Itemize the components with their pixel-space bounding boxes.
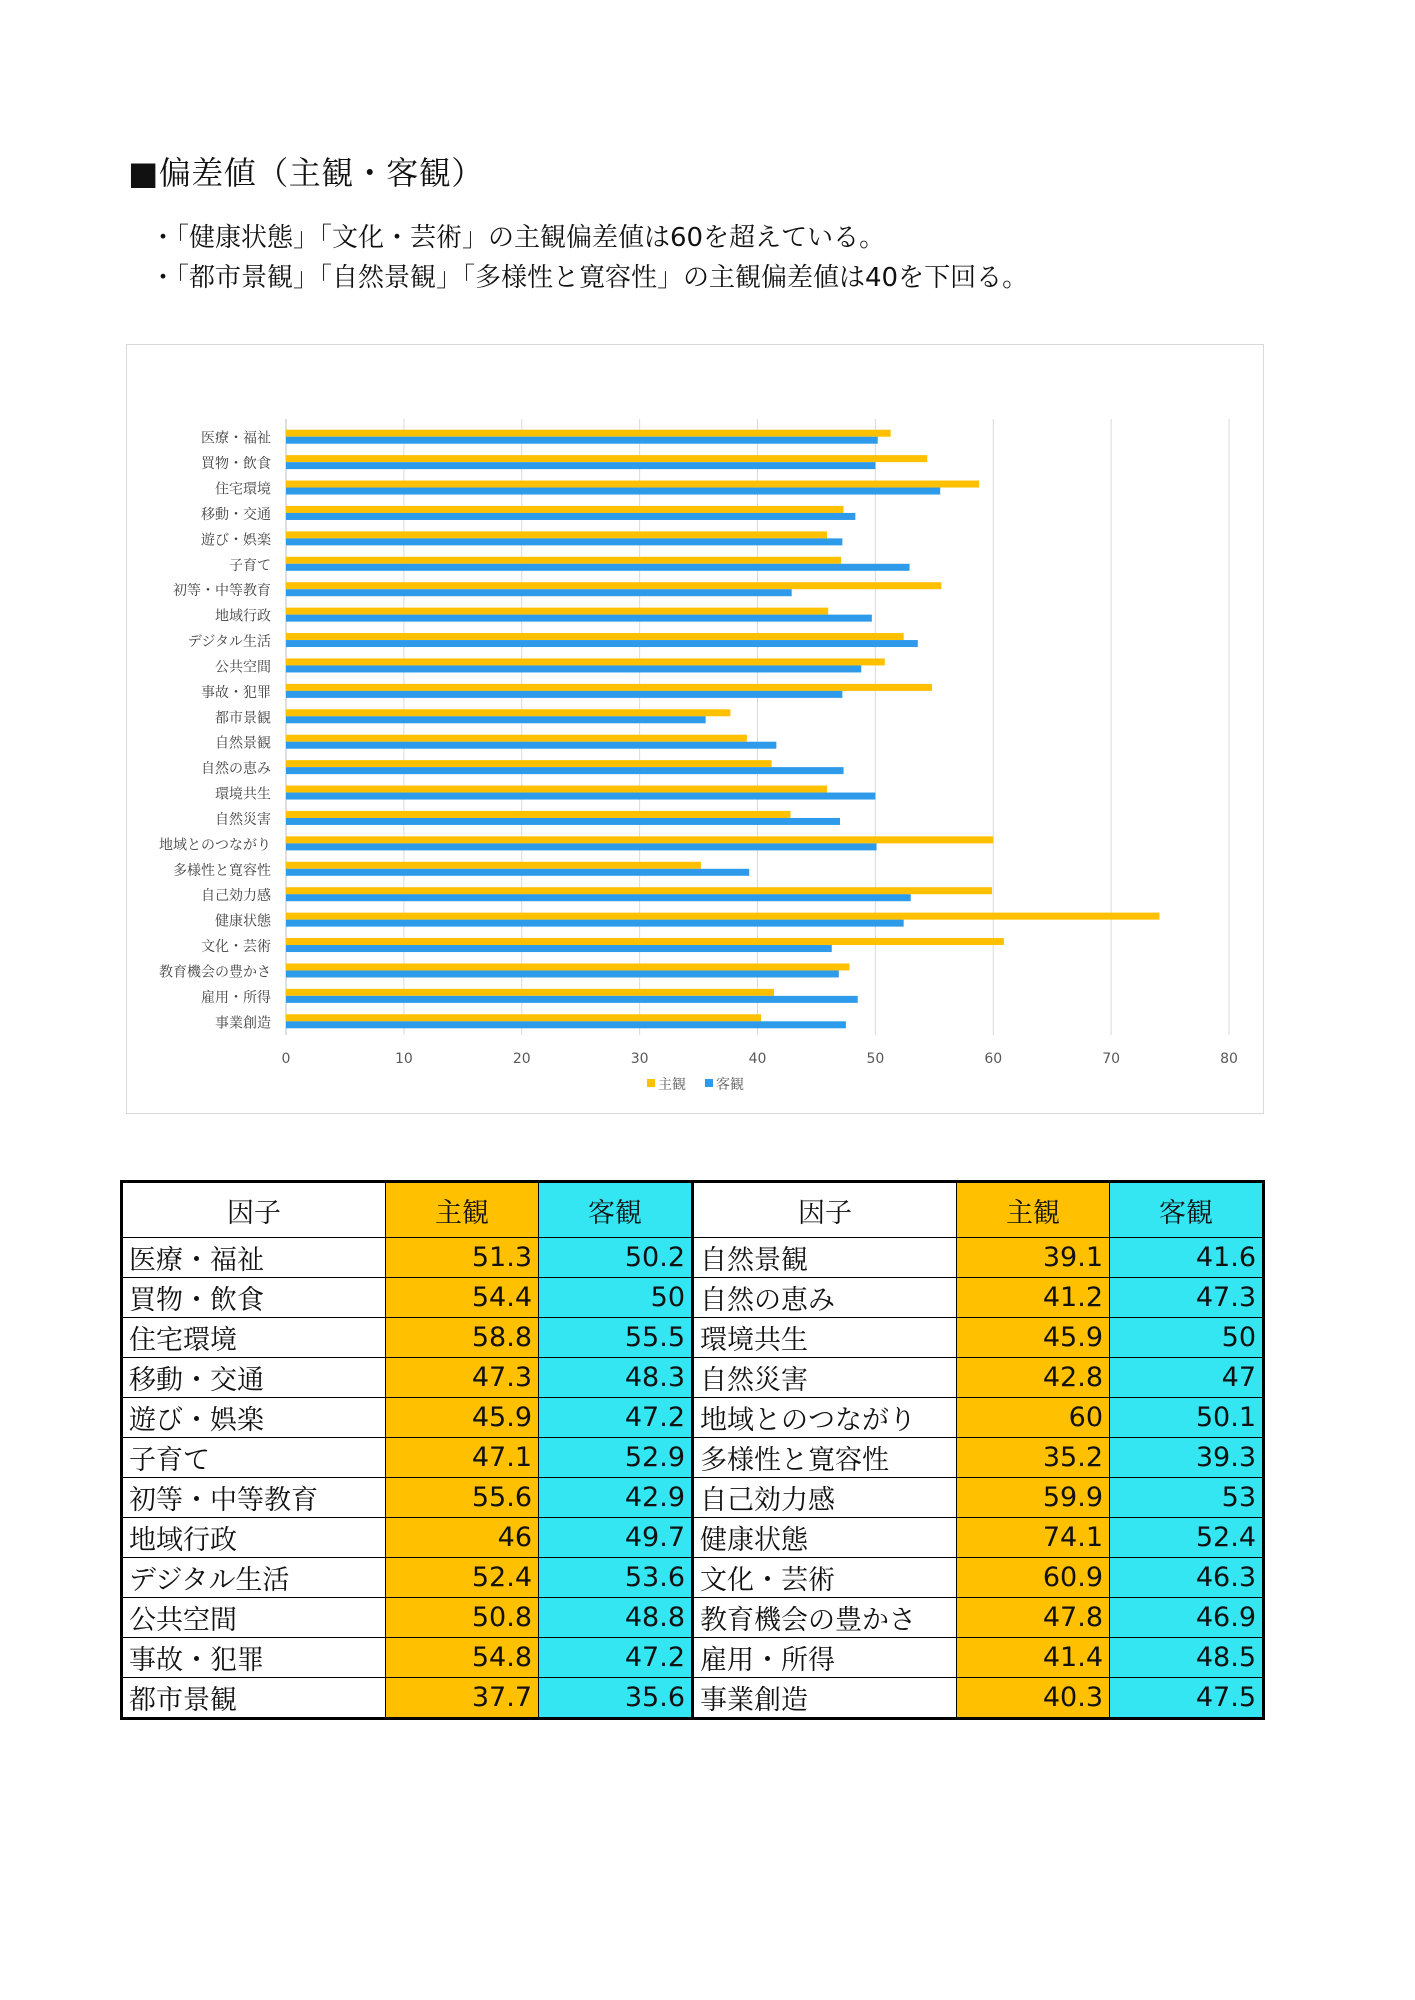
bar-subjective [286,709,730,716]
x-tick-label: 60 [984,1051,1003,1067]
bar-objective [286,996,858,1003]
cell-factor-right: 自然の恵み [693,1278,957,1318]
header-subjective-right: 主観 [957,1182,1110,1238]
bar-subjective [286,684,932,691]
cell-subjective-right: 41.4 [957,1638,1110,1678]
cell-factor-right: 自然景観 [693,1238,957,1278]
cell-objective-right: 48.5 [1110,1638,1264,1678]
cell-objective-left: 53.6 [539,1558,693,1598]
x-tick-label: 80 [1220,1051,1238,1067]
cell-subjective-left: 50.8 [386,1598,539,1638]
cell-factor-right: 文化・芸術 [693,1558,957,1598]
table-row [122,1518,1264,1558]
bar-subjective [286,913,1159,920]
cell-subjective-left: 51.3 [386,1238,539,1278]
cell-factor-right: 教育機会の豊かさ [693,1598,957,1638]
table-row [122,1238,1264,1278]
bar-objective [286,818,840,825]
bar-subjective [286,760,772,767]
bar-objective [286,462,875,469]
cell-subjective-right: 41.2 [957,1278,1110,1318]
category-label: 住宅環境 [215,481,271,498]
table-row [122,1598,1264,1638]
bar-subjective [286,531,827,538]
x-tick-label: 20 [512,1051,531,1067]
cell-subjective-right: 60 [957,1398,1110,1438]
cell-objective-right: 47.3 [1110,1278,1264,1318]
cell-factor-right: 自己効力感 [693,1478,957,1518]
cell-objective-right: 52.4 [1110,1518,1264,1558]
cell-subjective-left: 47.3 [386,1358,539,1398]
category-label: 健康状態 [215,913,271,930]
cell-subjective-right: 74.1 [957,1518,1110,1558]
cell-subjective-right: 59.9 [957,1478,1110,1518]
cell-subjective-right: 45.9 [957,1318,1110,1358]
bar-subjective [286,481,979,488]
bar-subjective [286,862,701,869]
bar-objective [286,970,839,977]
header-factor-right: 因子 [693,1182,957,1238]
bar-objective [286,615,872,622]
bar-subjective [286,938,1004,945]
cell-factor-left: 医療・福祉 [122,1238,386,1278]
cell-factor-right: 健康状態 [693,1518,957,1558]
category-label: 事業創造 [215,1015,271,1032]
category-label: 公共空間 [215,659,271,676]
bar-objective [286,843,877,850]
category-label: 移動・交通 [201,506,271,523]
cell-objective-left: 48.8 [539,1598,693,1638]
table-row [122,1638,1264,1678]
cell-objective-right: 50.1 [1110,1398,1264,1438]
table-row [122,1318,1264,1358]
bar-objective [286,716,706,723]
category-label: 地域行政 [215,608,271,625]
cell-factor-right: 多様性と寛容性 [693,1438,957,1478]
table-row [122,1358,1264,1398]
category-label: 自然災害 [215,811,271,828]
bar-subjective [286,506,844,513]
summary-bullets [150,218,1028,298]
cell-subjective-right: 40.3 [957,1678,1110,1719]
category-label: 環境共生 [215,786,271,803]
category-label: 子育て [229,557,271,574]
bar-objective [286,691,842,698]
header-objective-left: 客観 [539,1182,693,1238]
category-label: 遊び・娯楽 [201,532,271,549]
category-label: 買物・飲食 [201,456,271,473]
cell-objective-left: 47.2 [539,1638,693,1678]
cell-subjective-left: 55.6 [386,1478,539,1518]
bullet-2: ・「都市景観」「自然景観」「多様性と寛容性」の主観偏差値は40を下回る。 [150,263,1029,293]
table-row [122,1278,1264,1318]
cell-factor-left: 住宅環境 [122,1318,386,1358]
cell-factor-right: 事業創造 [693,1678,957,1719]
table-row [122,1678,1264,1719]
category-label: 都市景観 [215,710,271,727]
cell-objective-left: 47.2 [539,1398,693,1438]
cell-objective-left: 42.9 [539,1478,693,1518]
bar-objective [286,920,904,927]
bar-subjective [286,430,891,437]
cell-objective-left: 50 [539,1278,693,1318]
cell-subjective-right: 60.9 [957,1558,1110,1598]
cell-objective-left: 55.5 [539,1318,693,1358]
bar-subjective [286,633,904,640]
cell-factor-left: 都市景観 [122,1678,386,1719]
category-label: 自然景観 [215,735,271,752]
page-heading: ■偏差値（主観・客観） [128,154,484,192]
cell-factor-left: 遊び・娯楽 [122,1398,386,1438]
cell-objective-right: 39.3 [1110,1438,1264,1478]
bar-subjective [286,557,841,564]
bar-objective [286,1021,846,1028]
table-row [122,1478,1264,1518]
legend-swatch-subjective [647,1079,655,1087]
bar-subjective [286,1014,761,1021]
category-label: 教育機会の豊かさ [159,964,271,981]
header-subjective-left: 主観 [386,1182,539,1238]
cell-objective-right: 53 [1110,1478,1264,1518]
cell-subjective-right: 35.2 [957,1438,1110,1478]
category-label: 雇用・所得 [201,989,271,1006]
cell-factor-left: 事故・犯罪 [122,1638,386,1678]
category-label: 多様性と寛容性 [173,862,271,879]
bar-objective [286,894,911,901]
category-label: 医療・福祉 [201,430,271,447]
x-tick-label: 10 [394,1051,413,1067]
bullet-1: ・「健康状態」「文化・芸術」の主観偏差値は60を超えている。 [150,223,886,253]
chart-frame [126,344,1264,1114]
cell-objective-right: 47 [1110,1358,1264,1398]
cell-objective-left: 48.3 [539,1358,693,1398]
cell-subjective-right: 47.8 [957,1598,1110,1638]
bar-objective [286,538,842,545]
category-label: 自然の恵み [201,761,271,778]
cell-subjective-left: 37.7 [386,1678,539,1719]
table-row [122,1438,1264,1478]
bar-subjective [286,608,828,615]
x-tick-label: 70 [1102,1051,1121,1067]
bar-objective [286,767,844,774]
cell-subjective-right: 39.1 [957,1238,1110,1278]
bar-subjective [286,582,941,589]
header-factor-left: 因子 [122,1182,386,1238]
legend-swatch-objective [705,1079,713,1087]
cell-subjective-left: 54.8 [386,1638,539,1678]
bar-objective [286,513,855,520]
cell-factor-left: 買物・飲食 [122,1278,386,1318]
bar-objective [286,564,910,571]
bar-objective [286,437,878,444]
data-table [120,1180,1265,1720]
bar-subjective [286,658,885,665]
cell-factor-right: 自然災害 [693,1358,957,1398]
category-label: 地域とのつながり [159,837,271,854]
bar-subjective [286,836,993,843]
bar-objective [286,869,749,876]
legend-label-subjective: 主観 [658,1077,686,1093]
x-tick-label: 0 [281,1051,291,1067]
x-tick-label: 50 [866,1051,885,1067]
cell-objective-right: 50 [1110,1318,1264,1358]
cell-objective-right: 46.9 [1110,1598,1264,1638]
table-row [122,1398,1264,1438]
x-tick-label: 40 [748,1051,767,1067]
cell-subjective-left: 46 [386,1518,539,1558]
category-label: 自己効力感 [201,888,271,905]
bar-subjective [286,963,849,970]
header-objective-right: 客観 [1110,1182,1264,1238]
bar-subjective [286,811,791,818]
cell-subjective-left: 58.8 [386,1318,539,1358]
category-label: デジタル生活 [187,634,271,651]
bar-objective [286,742,776,749]
category-label: 文化・芸術 [201,939,271,956]
cell-subjective-left: 52.4 [386,1558,539,1598]
table-header-row [122,1182,1264,1238]
bar-objective [286,589,792,596]
bar-objective [286,640,918,647]
cell-objective-right: 46.3 [1110,1558,1264,1598]
cell-factor-left: デジタル生活 [122,1558,386,1598]
bar-objective [286,488,940,495]
bar-objective [286,945,832,952]
cell-factor-left: 初等・中等教育 [122,1478,386,1518]
cell-subjective-left: 47.1 [386,1438,539,1478]
cell-factor-left: 子育て [122,1438,386,1478]
cell-factor-left: 公共空間 [122,1598,386,1638]
bar-subjective [286,455,927,462]
bar-subjective [286,735,747,742]
table-row [122,1558,1264,1598]
bar-objective [286,793,875,800]
cell-objective-right: 41.6 [1110,1238,1264,1278]
cell-factor-left: 移動・交通 [122,1358,386,1398]
category-label: 事故・犯罪 [201,684,271,701]
bar-subjective [286,887,992,894]
cell-factor-right: 地域とのつながり [693,1398,957,1438]
cell-objective-left: 49.7 [539,1518,693,1558]
cell-objective-left: 50.2 [539,1238,693,1278]
cell-subjective-right: 42.8 [957,1358,1110,1398]
cell-subjective-left: 45.9 [386,1398,539,1438]
cell-factor-right: 雇用・所得 [693,1638,957,1678]
cell-objective-left: 52.9 [539,1438,693,1478]
cell-factor-left: 地域行政 [122,1518,386,1558]
bar-objective [286,665,861,672]
bar-subjective [286,989,774,996]
legend-label-objective: 客観 [716,1077,744,1093]
cell-factor-right: 環境共生 [693,1318,957,1358]
bar-subjective [286,786,827,793]
x-tick-label: 30 [630,1051,649,1067]
cell-subjective-left: 54.4 [386,1278,539,1318]
cell-objective-right: 47.5 [1110,1678,1264,1719]
category-label: 初等・中等教育 [173,583,271,600]
cell-objective-left: 35.6 [539,1678,693,1719]
bar-chart [127,345,1263,1113]
